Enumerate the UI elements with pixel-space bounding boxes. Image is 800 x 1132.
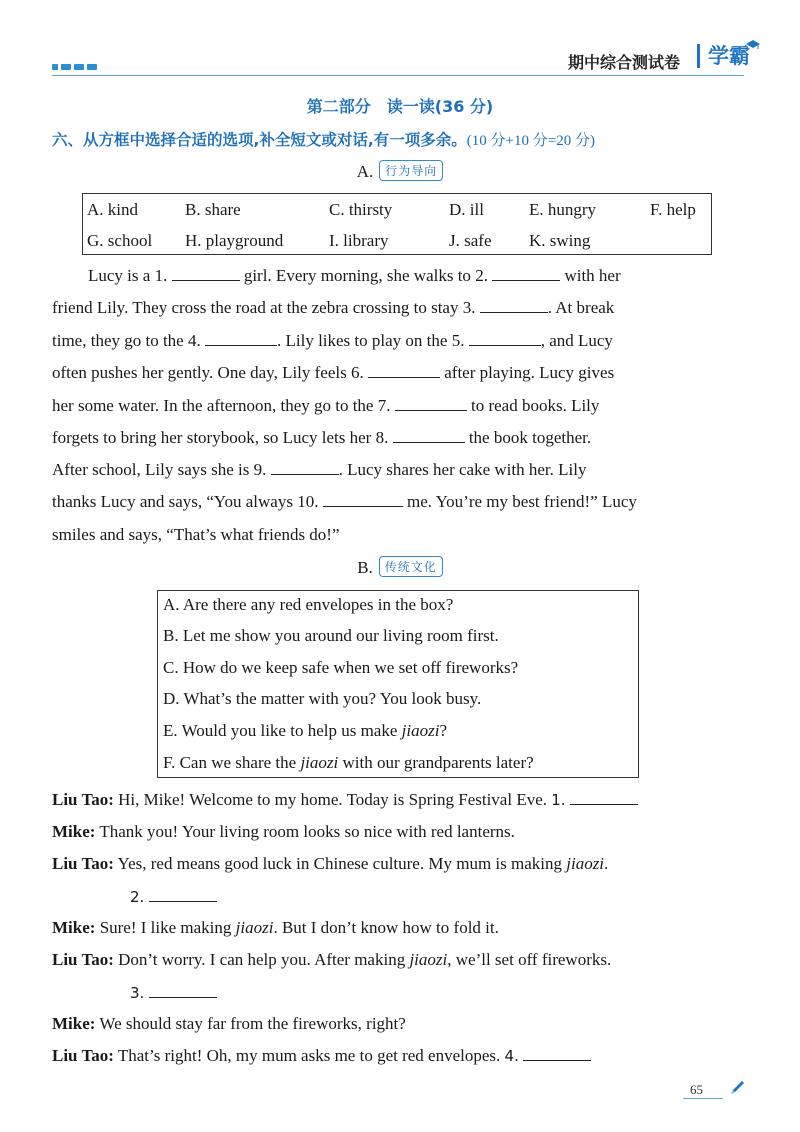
sentence-option: F. Can we share the jiaozi with our grandparents later? [163,753,534,772]
word-option: G. school [87,231,153,250]
graduation-cap-icon [746,40,760,50]
answer-blank[interactable] [172,266,240,281]
blank-number: 6. [351,363,364,382]
part-a-heading [0,160,800,182]
sentence-option: A. Are there any red envelopes in the box? [163,595,454,614]
blank-number: 8. [375,428,389,447]
word-option: B. share [185,200,241,219]
sentence-option: D. What’s the matter with you? You look busy. [163,689,482,708]
header-decor [52,64,97,70]
speaker-name: Mike: [52,918,96,937]
word-option: H. playground [185,231,284,250]
blank-number: 7. [377,396,391,415]
part-a-label: A. [356,162,374,181]
answer-blank[interactable] [480,298,548,313]
brand-logo: 学霸 [697,44,750,68]
answer-blank[interactable] [395,396,467,411]
answer-blank[interactable] [368,363,440,378]
header-rule [52,75,744,76]
blank-number: 1. [154,266,168,285]
blank-number: 3. [130,984,145,1002]
dialogue-line: Mike: Thank you! Your living room looks so nice with red lanterns. [52,822,515,841]
sentence-options-box [157,590,639,778]
word-option: K. swing [529,231,591,250]
speaker-name: Liu Tao: [52,854,114,873]
word-option: I. library [329,231,389,250]
answer-blank[interactable] [393,428,465,443]
answer-blank[interactable] [205,331,277,346]
word-option: F. help [650,200,696,219]
answer-blank[interactable] [469,331,541,346]
answer-blank[interactable] [570,790,638,805]
answer-blank[interactable] [323,492,403,507]
passage-line: her some water. In the afternoon, they go to the 7. to read books. Lily [52,396,600,415]
passage-line: After school, Lily says she is 9. . Lucy shares her cake with her. Lily [52,460,587,479]
footer-rule [683,1098,723,1099]
answer-blank[interactable] [523,1046,591,1061]
blank-number: 2. [130,888,145,906]
part-title: 第二部分 读一读(36 分) [306,97,494,116]
blank-number: 4. [504,1047,519,1065]
dialogue-line: Liu Tao: Hi, Mike! Welcome to my home. Today is Spring Festival Eve. 1. [52,790,638,810]
answer-blank[interactable] [492,266,560,281]
dialogue-line: Liu Tao: Yes, red means good luck in Chinese culture. My mum is making jiaozi. [52,854,609,873]
section-instruction: 六、从方框中选择合适的选项,补全短文或对话,有一项多余。 [52,131,467,149]
blank-number: 10. [297,492,319,511]
word-bank-box [82,193,712,255]
section-score: (10 分+10 分=20 分) [466,133,595,149]
dialogue-line: Liu Tao: Don’t worry. I can help you. After making jiaozi, we’ll set off fireworks. [52,950,612,969]
passage-line: smiles and says, “That’s what friends do!” [52,525,340,544]
header-title: 期中综合测试卷 [567,53,680,72]
sentence-option: E. Would you like to help us make jiaozi? [163,721,447,740]
blank-number: 3. [462,298,476,317]
word-option: C. thirsty [329,200,393,219]
passage-line: time, they go to the 4. . Lily likes to play on the 5. , and Lucy [52,331,613,350]
speaker-name: Liu Tao: [52,1046,114,1065]
dialogue-line: Liu Tao: That’s right! Oh, my mum asks me to get red envelopes. 4. [52,1046,591,1066]
passage-line: forgets to bring her storybook, so Lucy lets her 8. the book together. [52,428,592,447]
passage-line: thanks Lucy and says, “You always 10. me. You’re my best friend!” Lucy [52,492,637,511]
pencil-icon [728,1079,746,1097]
part-b-tag: 传统文化 [379,556,443,577]
section-title [52,128,595,150]
passage-line: often pushes her gently. One day, Lily feels 6. after playing. Lucy gives [52,363,615,382]
part-b-label: B. [357,558,373,577]
speaker-name: Mike: [52,822,96,841]
dialogue-line: Mike: We should stay far from the fireworks, right? [52,1014,406,1033]
blank-number: 4. [187,331,201,350]
speaker-name: Liu Tao: [52,790,114,809]
word-option: E. hungry [529,200,597,219]
sentence-option: C. How do we keep safe when we set off fireworks? [163,658,519,677]
word-option: A. kind [87,200,138,219]
part-a-tag: 行为导向 [379,160,443,181]
answer-blank[interactable] [149,983,217,998]
speaker-name: Mike: [52,1014,96,1033]
word-option: D. ill [449,200,484,219]
answer-blank[interactable] [271,460,339,475]
word-option: J. safe [449,231,492,250]
blank-number: 9. [253,460,267,479]
answer-blank[interactable] [149,887,217,902]
speaker-name: Liu Tao: [52,950,114,969]
blank-number: 1. [551,791,566,809]
dialogue-answer-line [130,887,217,906]
sentence-option: B. Let me show you around our living room first. [163,626,499,645]
page-number: 65 [690,1082,703,1097]
passage-line: friend Lily. They cross the road at the zebra crossing to stay 3. . At break [52,298,615,317]
blank-number: 5. [451,331,465,350]
dialogue-line: Mike: Sure! I like making jiaozi. But I don’t know how to fold it. [52,918,499,937]
dialogue-answer-line [130,983,217,1002]
blank-number: 2. [475,266,488,285]
passage-line: Lucy is a 1. girl. Every morning, she walks to 2. with her [88,266,621,285]
part-b-heading [0,556,800,578]
